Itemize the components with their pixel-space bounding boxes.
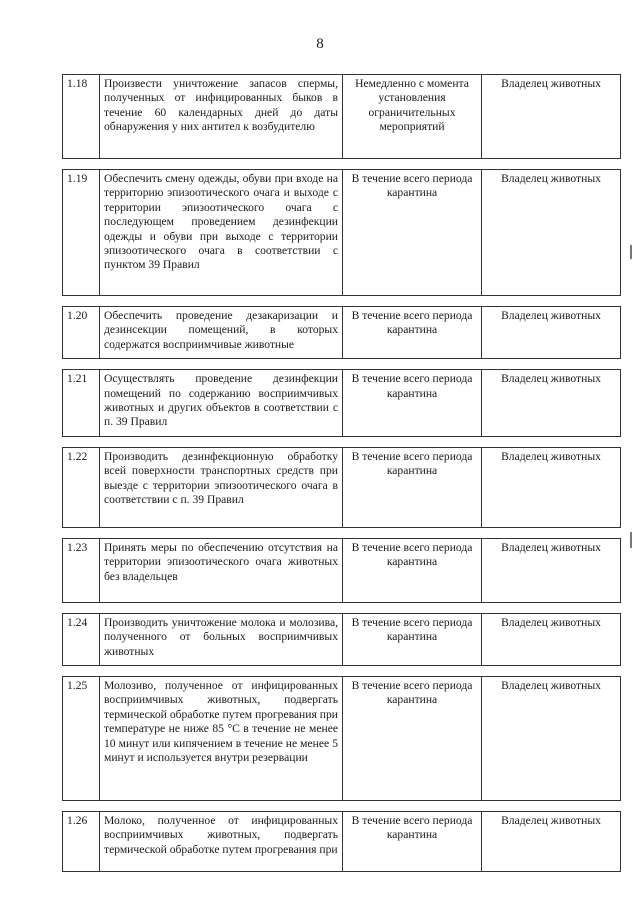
row-gap — [63, 666, 621, 677]
row-number: 1.22 — [63, 447, 100, 527]
responsible-cell: Владелец животных — [482, 75, 621, 159]
scan-mark — [630, 532, 632, 548]
action-cell: Произвести уничтожение запасов спермы, полученных от инфицированных быков в течение 60 календарных дней до даты обнаружения у них антител к возбудителю — [100, 75, 343, 159]
table-row — [63, 447, 621, 527]
row-number: 1.26 — [63, 812, 100, 872]
action-cell: Молоко, полученное от инфицированных восприимчивых животных, подвергать термической обработке путем прогревания при — [100, 812, 343, 872]
table-row — [63, 812, 621, 872]
deadline-cell: В течение всего периода карантина — [343, 538, 482, 602]
responsible-cell: Владелец животных — [482, 677, 621, 801]
row-gap — [63, 159, 621, 170]
table-row — [63, 677, 621, 801]
table-row — [63, 370, 621, 437]
action-cell: Обеспечить проведение дезакаризации и дезинсекции помещений, в которых содержатся восприимчивые животные — [100, 307, 343, 359]
action-cell: Производить дезинфекционную обработку всей поверхности транспортных средств при выезде с территории эпизоотического очага в соответствии с п. 39 Правил — [100, 447, 343, 527]
deadline-cell: В течение всего периода карантина — [343, 447, 482, 527]
deadline-cell: В течение всего периода карантина — [343, 307, 482, 359]
row-gap — [63, 602, 621, 613]
table-row — [63, 170, 621, 296]
action-cell: Производить уничтожение молока и молозива, полученного от больных восприимчивых животных — [100, 613, 343, 665]
responsible-cell: Владелец животных — [482, 812, 621, 872]
responsible-cell: Владелец животных — [482, 447, 621, 527]
row-number: 1.19 — [63, 170, 100, 296]
responsible-cell: Владелец животных — [482, 370, 621, 437]
table-row — [63, 307, 621, 359]
table-row — [63, 613, 621, 665]
table-row — [63, 538, 621, 602]
row-number: 1.24 — [63, 613, 100, 665]
action-cell: Обеспечить смену одежды, обуви при входе на территорию эпизоотического очага и выходе с территории эпизоотического очага с последующем проведением дезинфекции одежды и обуви при выходе с территории эпизоотического очага в соответствии с пунктом 39 Правил — [100, 170, 343, 296]
row-gap — [63, 801, 621, 812]
deadline-cell: В течение всего периода карантина — [343, 677, 482, 801]
action-cell: Молозиво, полученное от инфицированных восприимчивых животных, подвергать термической обработке путем прогревания при температуре не ниже 85 °С в течение не менее 10 минут или кипячением в течение не менее 5 минут и используется внутри резервации — [100, 677, 343, 801]
page-number: 8 — [316, 36, 324, 52]
row-number: 1.25 — [63, 677, 100, 801]
deadline-cell: В течение всего периода карантина — [343, 370, 482, 437]
row-gap — [63, 296, 621, 307]
deadline-cell: В течение всего периода карантина — [343, 613, 482, 665]
row-number: 1.21 — [63, 370, 100, 437]
row-number: 1.18 — [63, 75, 100, 159]
row-number: 1.20 — [63, 307, 100, 359]
row-number: 1.23 — [63, 538, 100, 602]
responsible-cell: Владелец животных — [482, 613, 621, 665]
row-gap — [63, 359, 621, 370]
action-cell: Осуществлять проведение дезинфекции помещений по содержанию восприимчивых животных и других объектов в соответствии с п. 39 Правил — [100, 370, 343, 437]
responsible-cell: Владелец животных — [482, 170, 621, 296]
responsible-cell: Владелец животных — [482, 538, 621, 602]
row-gap — [63, 527, 621, 538]
deadline-cell: В течение всего периода карантина — [343, 812, 482, 872]
deadline-cell: В течение всего периода карантина — [343, 170, 482, 296]
row-gap — [63, 436, 621, 447]
responsible-cell: Владелец животных — [482, 307, 621, 359]
table-row — [63, 75, 621, 159]
scan-mark — [630, 245, 632, 259]
measures-table — [62, 74, 621, 872]
action-cell: Принять меры по обеспечению отсутствия на территории эпизоотического очага животных без владельцев — [100, 538, 343, 602]
deadline-cell: Немедленно с момента установления ограничительных мероприятий — [343, 75, 482, 159]
